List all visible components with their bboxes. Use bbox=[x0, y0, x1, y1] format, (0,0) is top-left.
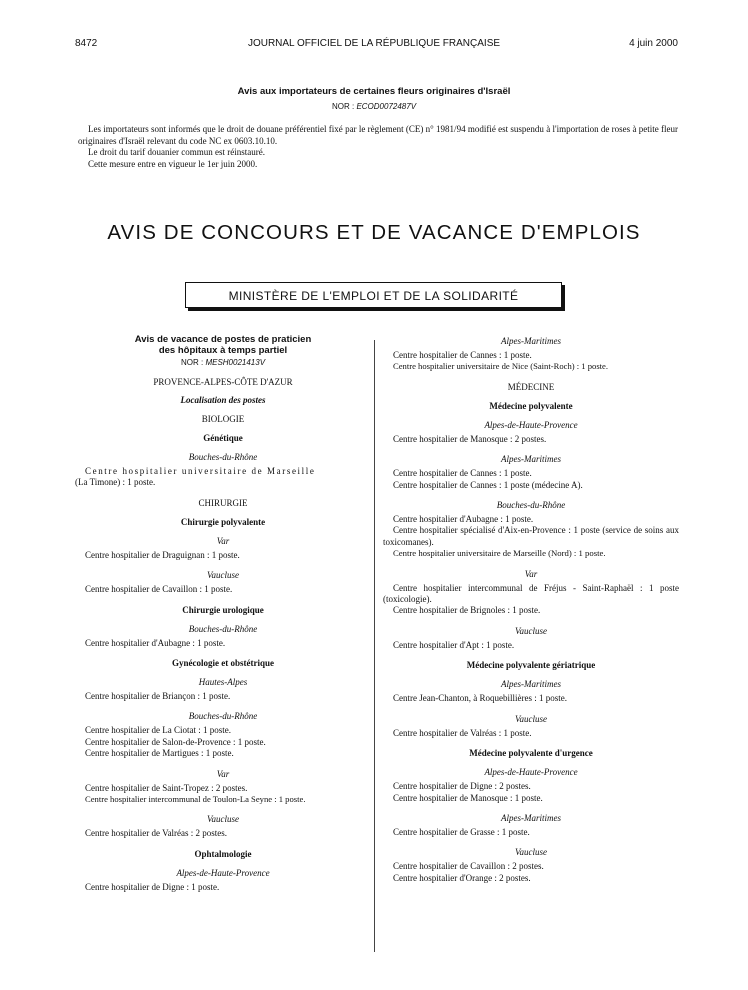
specialty-heading: Chirurgie polyvalente bbox=[180, 516, 266, 527]
post-line: Centre hospitalier de Manosque : 1 poste. bbox=[393, 792, 543, 803]
department-heading: Hautes-Alpes bbox=[198, 677, 248, 688]
post-line: Centre hospitalier de Cannes : 1 poste. bbox=[393, 468, 532, 479]
right-column bbox=[383, 334, 679, 884]
ministry-box: MINISTÈRE DE L'EMPLOI ET DE LA SOLIDARITÉ bbox=[185, 282, 562, 308]
notice-body bbox=[78, 124, 678, 170]
nor-label: NOR : bbox=[331, 102, 355, 111]
post-line: Centre hospitalier de Digne : 1 poste. bbox=[85, 881, 220, 892]
post-line: Centre hospitalier universitaire de Marseille bbox=[85, 466, 316, 476]
journal-title: JOURNAL OFFICIEL DE LA RÉPUBLIQUE FRANÇAISE bbox=[247, 38, 501, 49]
post-line: Centre hospitalier d'Aubagne : 1 poste. bbox=[393, 514, 534, 525]
department-heading: Bouches-du-Rhône bbox=[188, 623, 258, 634]
department-heading: Var bbox=[216, 768, 230, 779]
post-line: Centre hospitalier d'Apt : 1 poste. bbox=[393, 639, 515, 650]
department-heading: Var bbox=[216, 535, 230, 546]
post-line: Centre hospitalier intercommunal de Fréjus - Saint-Raphaël : 1 poste (toxicologie). bbox=[383, 582, 679, 605]
post-line: Centre Jean-Chanton, à Roquebillières : 1 poste. bbox=[393, 693, 567, 704]
department-heading: Alpes-de-Haute-Provence bbox=[484, 419, 578, 430]
region-heading: PROVENCE-ALPES-CÔTE D'AZUR bbox=[153, 377, 293, 387]
department-heading: Alpes-Maritimes bbox=[501, 336, 561, 346]
post-line: Centre hospitalier de Saint-Tropez : 2 postes. bbox=[85, 782, 248, 793]
post-line: Centre hospitalier universitaire de Nice (Saint-Roch) : 1 poste. bbox=[393, 361, 609, 372]
specialty-heading: Chirurgie urologique bbox=[182, 604, 264, 615]
post-line: Centre hospitalier de Grasse : 1 poste. bbox=[393, 826, 530, 837]
department-heading: Vaucluse bbox=[515, 625, 547, 636]
avis-nor bbox=[75, 358, 371, 367]
post-line: Centre hospitalier de Cannes : 1 poste (médecine A). bbox=[393, 479, 583, 490]
department-heading: Alpes-Maritimes bbox=[501, 679, 561, 690]
post-line: Centre hospitalier de Manosque : 2 postes. bbox=[393, 433, 547, 444]
post-line: Centre hospitalier de Draguignan : 1 poste. bbox=[85, 549, 240, 560]
department-heading: Bouches-du-Rhône bbox=[496, 500, 566, 511]
column-divider bbox=[374, 340, 375, 952]
department-heading: Alpes-Maritimes bbox=[501, 454, 561, 465]
post-line: Centre hospitalier de Valréas : 1 poste. bbox=[393, 727, 532, 738]
nor-label: NOR : bbox=[180, 358, 204, 367]
department-heading: Alpes-de-Haute-Provence bbox=[176, 867, 270, 878]
post-line: Centre hospitalier spécialisé d'Aix-en-Provence : 1 poste (service de soins aux toxicomanes). bbox=[383, 525, 679, 547]
localisation-heading: Localisation des postes bbox=[180, 395, 266, 405]
post-line: Centre hospitalier universitaire de Marseille (Nord) : 1 poste. bbox=[393, 548, 606, 559]
notice-paragraph: Cette mesure entre en vigueur le 1er juin 2000. bbox=[88, 158, 258, 169]
nor-code: ECOD0072487V bbox=[356, 102, 417, 111]
department-heading: Vaucluse bbox=[207, 570, 239, 581]
post-line: Centre hospitalier de Cannes : 1 poste. bbox=[393, 350, 532, 360]
notice-nor bbox=[0, 102, 748, 111]
section-heading: MÉDECINE bbox=[507, 381, 555, 392]
nor-code: MESH0021413V bbox=[205, 358, 266, 367]
post-line: Centre hospitalier de Cavaillon : 1 poste. bbox=[85, 584, 233, 595]
post-line: Centre hospitalier d'Orange : 2 postes. bbox=[393, 872, 531, 883]
post-line: Centre hospitalier de Salon-de-Provence : 1 poste. bbox=[85, 736, 266, 747]
department-heading: Bouches-du-Rhône bbox=[188, 452, 258, 462]
post-line: Centre hospitalier de Brignoles : 1 poste. bbox=[393, 605, 541, 616]
avis-title-line1: Avis de vacance de postes de praticien bbox=[134, 334, 312, 345]
post-line: Centre hospitalier de Cavaillon : 2 postes. bbox=[393, 861, 544, 872]
avis-title-line2: des hôpitaux à temps partiel bbox=[158, 345, 288, 356]
section-main-title: AVIS DE CONCOURS ET DE VACANCE D'EMPLOIS bbox=[107, 221, 641, 244]
specialty-heading: Ophtalmologie bbox=[194, 848, 252, 859]
specialty-heading: Médecine polyvalente d'urgence bbox=[469, 748, 593, 759]
section-heading: BIOLOGIE bbox=[201, 414, 245, 424]
department-heading: Vaucluse bbox=[207, 814, 239, 825]
post-line: (La Timone) : 1 poste. bbox=[75, 477, 156, 488]
header-date: 4 juin 2000 bbox=[629, 38, 678, 49]
department-heading: Bouches-du-Rhône bbox=[188, 711, 258, 722]
post-line: Centre hospitalier de Martigues : 1 poste. bbox=[85, 748, 234, 759]
left-column bbox=[75, 334, 371, 893]
post-line: Centre hospitalier de La Ciotat : 1 poste. bbox=[85, 725, 231, 736]
specialty-heading: Génétique bbox=[203, 433, 243, 443]
specialty-heading: Médecine polyvalente gériatrique bbox=[466, 660, 596, 671]
specialty-heading: Gynécologie et obstétrique bbox=[172, 658, 274, 669]
post-line: Centre hospitalier de Digne : 2 postes. bbox=[393, 781, 531, 792]
notice-title: Avis aux importateurs de certaines fleurs originaires d'Israël bbox=[237, 86, 511, 97]
post-line: Centre hospitalier de Valréas : 2 postes. bbox=[85, 828, 228, 839]
specialty-heading: Médecine polyvalente bbox=[489, 400, 573, 411]
notice-paragraph: Les importateurs sont informés que le droit de douane préférentiel fixé par le règlement (CE) n° 1981/94 modifié est suspendu à l'importation de roses à petite fleur originaires d'Israël relevant du code NC ex 0603.10.10. bbox=[78, 124, 678, 146]
department-heading: Var bbox=[524, 568, 538, 579]
department-heading: Alpes-de-Haute-Provence bbox=[484, 767, 578, 778]
post-line: Centre hospitalier d'Aubagne : 1 poste. bbox=[85, 637, 226, 648]
section-heading: CHIRURGIE bbox=[198, 497, 248, 508]
department-heading: Vaucluse bbox=[515, 713, 547, 724]
post-line: Centre hospitalier intercommunal de Toulon-La Seyne : 1 poste. bbox=[85, 794, 306, 805]
page-number: 8472 bbox=[75, 38, 98, 49]
department-heading: Vaucluse bbox=[515, 847, 547, 858]
post-line: Centre hospitalier de Briançon : 1 poste. bbox=[85, 691, 231, 702]
notice-paragraph: Le droit du tarif douanier commun est réinstauré. bbox=[88, 147, 265, 157]
department-heading: Alpes-Maritimes bbox=[501, 812, 561, 823]
